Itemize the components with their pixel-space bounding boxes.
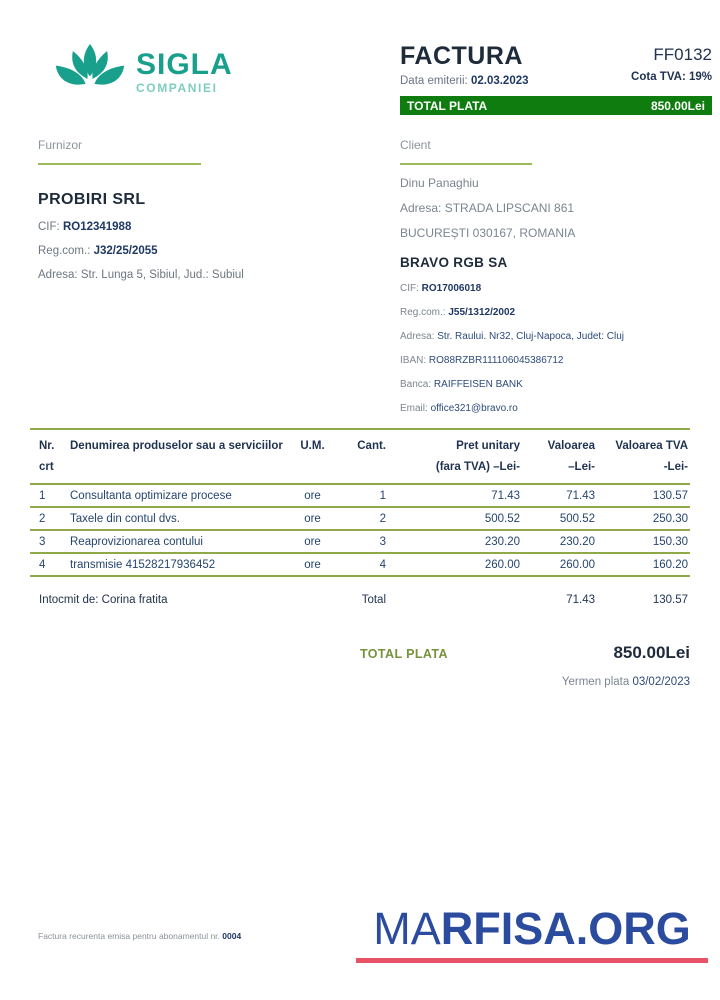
client-address-line1: Adresa: STRADA LIPSCANI 861 bbox=[400, 201, 575, 215]
client-cif-label: CIF: bbox=[400, 283, 419, 294]
supplier-cif bbox=[38, 221, 348, 233]
client-regcom-value: J55/1312/2002 bbox=[448, 307, 516, 318]
supplier-name: PROBIRI SRL bbox=[38, 191, 146, 208]
brand-light-part: MA bbox=[373, 903, 441, 954]
due-date-line bbox=[360, 676, 690, 688]
logo-text bbox=[136, 50, 233, 95]
client-address-value: Str. Raului. Nr32, Cluj-Napoca, Judet: Cluj bbox=[437, 331, 624, 342]
issue-date-value: 02.03.2023 bbox=[470, 75, 529, 87]
client-bank-value: RAIFFEISEN BANK bbox=[433, 379, 523, 390]
recurring-invoice-note bbox=[38, 931, 241, 941]
total-payment-bar bbox=[400, 96, 712, 115]
payment-summary bbox=[360, 643, 690, 688]
client-address-label: Adresa: bbox=[400, 331, 435, 342]
due-date-label: Yermen plata bbox=[561, 676, 630, 688]
summary-total-label: TOTAL PLATA bbox=[360, 647, 448, 661]
client-iban bbox=[400, 355, 715, 366]
table-total-row bbox=[30, 594, 690, 606]
supplier-section-label: Furnizor bbox=[38, 138, 83, 152]
prepared-by: Intocmit de: Corina fratita bbox=[39, 594, 168, 606]
supplier-address-value: Str. Lunga 5, Sibiul, Jud.: Subiul bbox=[80, 269, 244, 281]
company-logo bbox=[52, 38, 233, 107]
client-iban-value: RO88RZBR111106045386712 bbox=[428, 355, 564, 366]
total-tva: 130.57 bbox=[652, 594, 688, 606]
supplier-regcom-value: J32/25/2055 bbox=[93, 245, 158, 257]
client-company-name: BRAVO RGB SA bbox=[400, 255, 508, 270]
client-address-line2: BUCUREȘTI 030167, ROMANIA bbox=[400, 226, 576, 240]
col-header-pret: Pret unitary (fara TVA) –Lei- bbox=[435, 440, 520, 473]
invoice-number: FF0132 bbox=[653, 45, 712, 64]
table-row: 2 Taxele din contul dvs. ore 2 500.52 500.52 250.30 bbox=[30, 508, 690, 531]
brand-underline bbox=[356, 958, 708, 963]
issue-date-label: Data emiterii: bbox=[400, 75, 468, 87]
supplier-cif-label: CIF: bbox=[38, 221, 60, 233]
col-header-valoarea-tva: Valoarea TVA -Lei- bbox=[615, 440, 688, 473]
client-regcom-label: Reg.com.: bbox=[400, 307, 446, 318]
client-regcom bbox=[400, 307, 715, 318]
brand-bold-part: RFISA.ORG bbox=[440, 903, 691, 954]
logo-subtitle: COMPANIEI bbox=[136, 81, 218, 95]
note-text: Factura recurenta emisa pentru abonamentul nr. bbox=[38, 931, 220, 941]
client-address bbox=[400, 331, 715, 342]
total-label: Total bbox=[361, 594, 386, 606]
due-date-value: 03/02/2023 bbox=[632, 676, 690, 688]
client-bank bbox=[400, 379, 715, 390]
lotus-icon bbox=[52, 38, 128, 107]
supplier-address-label: Adresa: bbox=[38, 269, 78, 281]
client-cif bbox=[400, 283, 715, 294]
supplier-regcom-label: Reg.com.: bbox=[38, 245, 91, 257]
table-row: 3 Reaprovizionarea contului ore 3 230.20 230.20 150.30 bbox=[30, 531, 690, 554]
logo-name: SIGLA bbox=[136, 48, 233, 81]
note-subscription-number: 0004 bbox=[222, 931, 242, 941]
brand-logo bbox=[356, 903, 708, 963]
invoice-header bbox=[400, 42, 712, 87]
client-cif-value: RO17006018 bbox=[421, 283, 482, 294]
client-iban-label: IBAN: bbox=[400, 355, 427, 366]
client-bank-label: Banca: bbox=[400, 379, 432, 390]
supplier-divider bbox=[38, 163, 201, 165]
col-header-um: U.M. bbox=[300, 440, 325, 452]
col-header-valoarea: Valoarea –Lei- bbox=[547, 440, 595, 473]
total-bar-amount: 850.00Lei bbox=[650, 98, 705, 113]
supplier-cif-value: RO12341988 bbox=[62, 221, 132, 233]
col-header-denumire: Denumirea produselor sau a serviciilor bbox=[70, 440, 283, 452]
client-email-value: office321@bravo.ro bbox=[430, 403, 518, 414]
supplier-address bbox=[38, 269, 348, 281]
client-divider bbox=[400, 163, 532, 165]
total-valoarea: 71.43 bbox=[566, 594, 595, 606]
client-section bbox=[400, 138, 715, 414]
client-email bbox=[400, 403, 715, 414]
client-contact-name: Dinu Panaghiu bbox=[400, 176, 479, 190]
summary-total-amount: 850.00Lei bbox=[613, 643, 690, 662]
client-email-label: Email: bbox=[400, 403, 428, 414]
total-bar-label: TOTAL PLATA bbox=[407, 98, 488, 113]
brand-wordmark bbox=[356, 903, 708, 955]
table-row: 1 Consultanta optimizare procese ore 1 71.43 71.43 130.57 bbox=[30, 485, 690, 508]
supplier-regcom bbox=[38, 245, 348, 257]
table-row: 4 transmisie 41528217936452 ore 4 260.00 260.00 160.20 bbox=[30, 554, 690, 577]
col-header-nr: Nr. crt bbox=[39, 440, 55, 473]
supplier-section bbox=[38, 138, 348, 281]
client-section-label: Client bbox=[400, 138, 431, 152]
invoice-title: FACTURA bbox=[400, 42, 523, 70]
issue-date-line bbox=[400, 75, 529, 87]
table-header bbox=[30, 428, 690, 485]
vat-rate: Cota TVA: 19% bbox=[631, 71, 712, 83]
items-table bbox=[30, 428, 690, 606]
col-header-cant: Cant. bbox=[357, 440, 386, 452]
